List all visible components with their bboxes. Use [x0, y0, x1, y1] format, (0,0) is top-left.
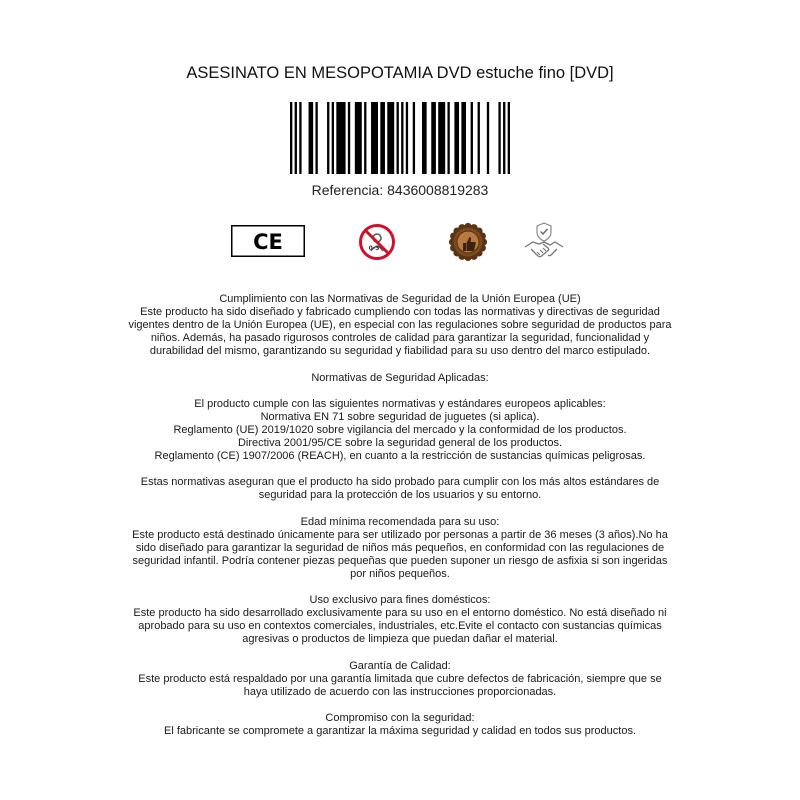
section-line: Directiva 2001/95/CE sobre la seguridad general de los productos.	[237, 437, 563, 450]
section-first-line: Uso exclusivo para fines domésticos:	[309, 594, 491, 607]
barcode-bar	[380, 102, 385, 174]
section-line: durabilidad del mismo, garantizando su seguridad y fiabilidad para su uso dentro del marco estipulado.	[149, 345, 651, 358]
barcode	[290, 102, 510, 174]
barcode-bar	[290, 102, 292, 174]
barcode-bar	[471, 102, 473, 174]
section-line: agresivas o productos de limpieza que puedan dañar el material.	[242, 633, 558, 646]
text-section	[110, 712, 690, 738]
section-first-line: Estas normativas aseguran que el producto ha sido probado para cumplir con los más altos estándares de	[140, 476, 660, 489]
no-under-3-icon	[358, 223, 396, 261]
section-paragraph	[110, 516, 690, 581]
text-section	[110, 476, 690, 502]
section-paragraph	[110, 372, 690, 385]
ce-mark-text: CE	[253, 230, 283, 254]
barcode-bar	[355, 102, 362, 174]
section-line: Normativa EN 71 sobre seguridad de juguetes (si aplica).	[260, 410, 540, 423]
section-first-line: Garantía de Calidad:	[349, 659, 451, 672]
section-line: vigentes dentro de la Unión Europea (UE), en especial con las regulaciones sobre seguridad de productos para	[128, 319, 672, 332]
barcode-bar	[387, 102, 394, 174]
section-first-line: Normativas de Seguridad Aplicadas:	[311, 371, 489, 384]
product-title: ASESINATO EN MESOPOTAMIA DVD estuche fino [DVD]	[186, 64, 614, 82]
section-first-line: El producto cumple con las siguientes normativas y estándares europeos aplicables:	[194, 397, 606, 410]
barcode-bar	[422, 102, 427, 174]
section-paragraph	[110, 476, 690, 502]
section-line: seguridad infantil. Podría contener piezas pequeñas que pueden suponer un riesgo de asfixia si son ingeridas	[132, 554, 668, 567]
section-line: aprobado para su uso en contextos comerciales, industriales, etc.Evite el contacto con sustancias químicas	[138, 620, 662, 633]
barcode-bar	[397, 102, 399, 174]
section-first-line: Compromiso con la seguridad:	[325, 712, 475, 724]
barcode-bar	[438, 102, 445, 174]
barcode-bar	[401, 102, 403, 174]
barcode-bar	[332, 102, 334, 174]
text-section	[110, 660, 690, 699]
barcode-bar	[461, 102, 466, 174]
section-paragraph	[110, 398, 690, 463]
section-paragraph	[110, 660, 690, 699]
section-paragraph	[110, 293, 690, 358]
barcode-bar	[406, 102, 408, 174]
text-section	[110, 594, 690, 646]
section-line: haya utilizado de acuerdo con las instrucciones proporcionadas.	[243, 685, 557, 698]
barcode-bar	[487, 102, 489, 174]
text-section	[110, 372, 690, 385]
age-range-text: 0-3	[368, 245, 380, 252]
barcode-bar	[327, 102, 329, 174]
section-line: niños. Además, ha pasado rigurosos controles de calidad para garantizar la seguridad, funcionalidad y	[150, 332, 650, 345]
section-paragraph	[110, 594, 690, 646]
quality-seal-icon	[448, 222, 488, 262]
handshake-check-icon	[522, 220, 566, 262]
certification-icons	[0, 220, 800, 264]
section-first-line: Cumplimiento con las Normativas de Seguridad de la Unión Europea (UE)	[219, 293, 581, 305]
section-line: sido diseñado para garantizar la seguridad de niños más pequeños, en conformidad con las regulaciones de	[135, 541, 665, 554]
compliance-text	[110, 293, 690, 751]
ce-mark-icon	[231, 225, 305, 257]
barcode-bar	[508, 102, 510, 174]
barcode-bar	[478, 102, 480, 174]
barcode-bar	[503, 102, 505, 174]
text-section	[110, 398, 690, 463]
barcode-bar	[498, 102, 500, 174]
barcode-bar	[315, 102, 317, 174]
barcode-bar	[454, 102, 459, 174]
product-reference: Referencia: 8436008819283	[311, 182, 489, 198]
section-line: Este producto está destinado únicamente para ser utilizado por personas a partir de 36 meses (3 años).No ha	[132, 528, 668, 541]
text-section	[110, 293, 690, 358]
section-line: Reglamento (CE) 1907/2006 (REACH), en cuanto a la restricción de sustancias químicas peligrosas.	[154, 450, 646, 463]
section-line: Reglamento (UE) 2019/1020 sobre vigilancia del mercado y la conformidad de los productos.	[173, 423, 627, 436]
barcode-bar	[336, 102, 345, 174]
barcode-bar	[299, 102, 301, 174]
barcode-bar	[295, 102, 297, 174]
barcode-bar	[413, 102, 415, 174]
barcode-bar	[447, 102, 449, 174]
section-line: Este producto está respaldado por una garantía limitada que cubre defectos de fabricación, siempre que se	[138, 672, 662, 685]
section-line: Este producto ha sido diseñado y fabricado cumpliendo con todas las normativas y directivas de seguridad	[140, 306, 660, 319]
text-section	[110, 516, 690, 581]
section-line: seguridad para la protección de los usuarios y su entorno.	[258, 489, 542, 502]
section-line: El fabricante se compromete a garantizar la máxima seguridad y calidad en todos sus productos.	[163, 725, 637, 738]
section-line: por niños pequeños.	[350, 567, 450, 580]
barcode-bar	[431, 102, 436, 174]
section-line: Este producto ha sido desarrollado exclusivamente para su uso en el entorno doméstico. No está diseñado ni	[133, 607, 667, 620]
barcode-bar	[309, 102, 314, 174]
section-paragraph	[110, 712, 690, 738]
barcode-bar	[348, 102, 350, 174]
section-first-line: Edad mínima recomendada para su uso:	[300, 515, 500, 528]
barcode-bar	[371, 102, 378, 174]
barcode-bar	[364, 102, 366, 174]
barcode-graphic	[290, 102, 510, 174]
